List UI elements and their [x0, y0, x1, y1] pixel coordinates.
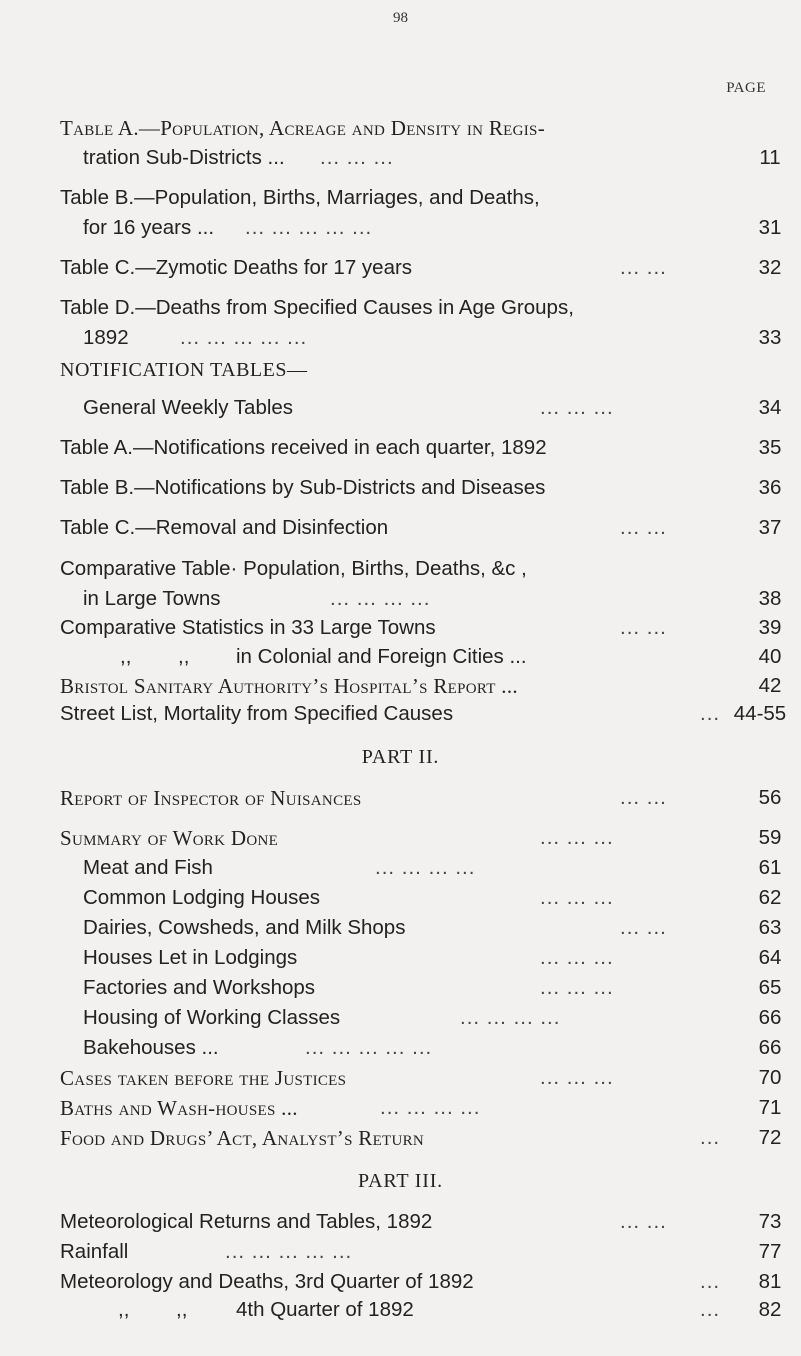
page-ref: 56	[758, 786, 782, 809]
dot-leader: ... ...	[620, 256, 667, 279]
page-number: 98	[393, 10, 408, 26]
page-ref: 62	[758, 886, 782, 909]
dot-leader: ... ...	[620, 786, 667, 809]
page-ref: 59	[758, 826, 782, 849]
page-ref: 63	[758, 916, 782, 939]
dot-leader: ...	[700, 1270, 721, 1293]
toc-entry-label: Rainfall	[60, 1240, 129, 1263]
page-ref: 66	[758, 1036, 782, 1059]
toc-entry-label: Table B.—Population, Births, Marriages, and Deaths,	[60, 186, 540, 209]
dot-leader: ... ... ...	[320, 146, 394, 169]
page-ref: 66	[758, 1006, 782, 1029]
page-ref: 32	[758, 256, 782, 279]
dot-leader: ... ... ... ...	[460, 1006, 561, 1029]
toc-entry-label: Comparative Statistics in 33 Large Towns	[60, 616, 436, 639]
page-ref: 40	[758, 645, 782, 668]
dot-leader: ...	[700, 1298, 721, 1321]
toc-entry-label: Table D.—Deaths from Specified Causes in Age Groups,	[60, 296, 574, 319]
page-ref: 70	[758, 1066, 782, 1089]
toc-entry-label: Table C.—Removal and Disinfection	[60, 516, 389, 539]
toc-entry-label: Table C.—Zymotic Deaths for 17 years	[60, 256, 413, 279]
toc-entry-label: Food and Drugs’ Act, Analyst’s Return	[60, 1126, 425, 1150]
dot-leader: ... ... ...	[540, 946, 614, 969]
ditto-mark: ,,	[178, 645, 190, 668]
page-ref: 61	[758, 856, 782, 879]
page-ref: 37	[758, 516, 782, 539]
dot-leader: ... ... ... ... ...	[225, 1240, 353, 1263]
page-ref: 72	[758, 1126, 782, 1149]
toc-entry-label: Meteorology and Deaths, 3rd Quarter of 1892	[60, 1270, 474, 1293]
dot-leader: ...	[700, 702, 721, 725]
dot-leader: ... ...	[620, 516, 667, 539]
toc-entry-label: Table A.—Population, Acreage and Density in Regis-	[60, 116, 545, 140]
page-ref: 31	[758, 216, 782, 239]
page-ref: 71	[758, 1096, 782, 1119]
dot-leader: ... ... ...	[540, 976, 614, 999]
toc-entry-label: Meat and Fish	[83, 856, 213, 879]
ditto-mark: ,,	[176, 1298, 188, 1321]
toc-entry-label: Housing of Working Classes	[83, 1006, 341, 1029]
page-ref: 36	[758, 476, 782, 499]
toc-entry-label: Baths and Wash-houses ...	[60, 1096, 298, 1120]
dot-leader: ... ... ... ... ...	[180, 326, 308, 349]
page-ref: 42	[758, 674, 782, 697]
dot-leader: ... ... ... ... ...	[305, 1036, 433, 1059]
dot-leader: ... ... ...	[540, 826, 614, 849]
toc-heading-label: NOTIFICATION TABLES—	[60, 359, 308, 381]
toc-entry-label: Report of Inspector of Nuisances	[60, 786, 362, 810]
toc-entry-label: Dairies, Cowsheds, and Milk Shops	[83, 916, 406, 939]
dot-leader: ... ... ... ...	[380, 1096, 481, 1119]
page-ref: 33	[758, 326, 782, 349]
toc-entry-label: Comparative Table· Population, Births, Deaths, &c ,	[60, 557, 527, 580]
toc-entry-label: Table A.—Notifications received in each quarter, 1892	[60, 436, 547, 459]
toc-entry-label: General Weekly Tables	[83, 396, 294, 419]
toc-entry-label: 4th Quarter of 1892	[236, 1298, 414, 1321]
page-ref: 65	[758, 976, 782, 999]
toc-entry-label: Bristol Sanitary Authority’s Hospital’s Report ...	[60, 674, 518, 698]
toc-entry-label: for 16 years ...	[83, 216, 215, 239]
toc-entry-label: Table B.—Notifications by Sub-Districts and Diseases	[60, 476, 546, 499]
page-ref: 35	[758, 436, 782, 459]
ditto-mark: ,,	[120, 645, 132, 668]
toc-entry-label: Summary of Work Done	[60, 826, 279, 850]
page-ref: 38	[758, 587, 782, 610]
dot-leader: ... ...	[620, 916, 667, 939]
dot-leader: ... ... ...	[540, 886, 614, 909]
toc-entry-label: in Colonial and Foreign Cities ...	[236, 645, 527, 668]
toc-entry-label: 1892	[83, 326, 129, 349]
page-ref: 39	[758, 616, 782, 639]
part-3-heading: PART III.	[358, 1170, 443, 1192]
page-ref: 77	[758, 1240, 782, 1263]
toc-entry-label: Factories and Workshops	[83, 976, 316, 999]
dot-leader: ... ... ...	[540, 396, 614, 419]
page-ref: 44-55	[733, 702, 787, 725]
toc-entry-label: Bakehouses ...	[83, 1036, 219, 1059]
ditto-mark: ,,	[118, 1298, 130, 1321]
page-column-header: PAGE	[726, 80, 766, 96]
toc-entry-label: tration Sub-Districts ...	[83, 146, 285, 169]
dot-leader: ... ... ... ... ...	[245, 216, 373, 239]
page-ref: 73	[758, 1210, 782, 1233]
page-ref: 64	[758, 946, 782, 969]
dot-leader: ... ... ... ...	[375, 856, 476, 879]
toc-entry-label: Cases taken before the Justices	[60, 1066, 347, 1090]
page-ref: 81	[758, 1270, 782, 1293]
toc-entry-label: Street List, Mortality from Specified Causes	[60, 702, 454, 725]
dot-leader: ... ...	[620, 1210, 667, 1233]
toc-entry-label: Common Lodging Houses	[83, 886, 321, 909]
toc-entry-label: Houses Let in Lodgings	[83, 946, 298, 969]
toc-entry-label: in Large Towns	[83, 587, 221, 610]
page-ref: 34	[758, 396, 782, 419]
part-2-heading: PART II.	[361, 746, 440, 768]
dot-leader: ... ... ... ...	[330, 587, 431, 610]
dot-leader: ...	[700, 1126, 721, 1149]
toc-entry-label: Meteorological Returns and Tables, 1892	[60, 1210, 433, 1233]
page-ref: 11	[759, 146, 781, 169]
page-ref: 82	[758, 1298, 782, 1321]
dot-leader: ... ... ...	[540, 1066, 614, 1089]
dot-leader: ... ...	[620, 616, 667, 639]
